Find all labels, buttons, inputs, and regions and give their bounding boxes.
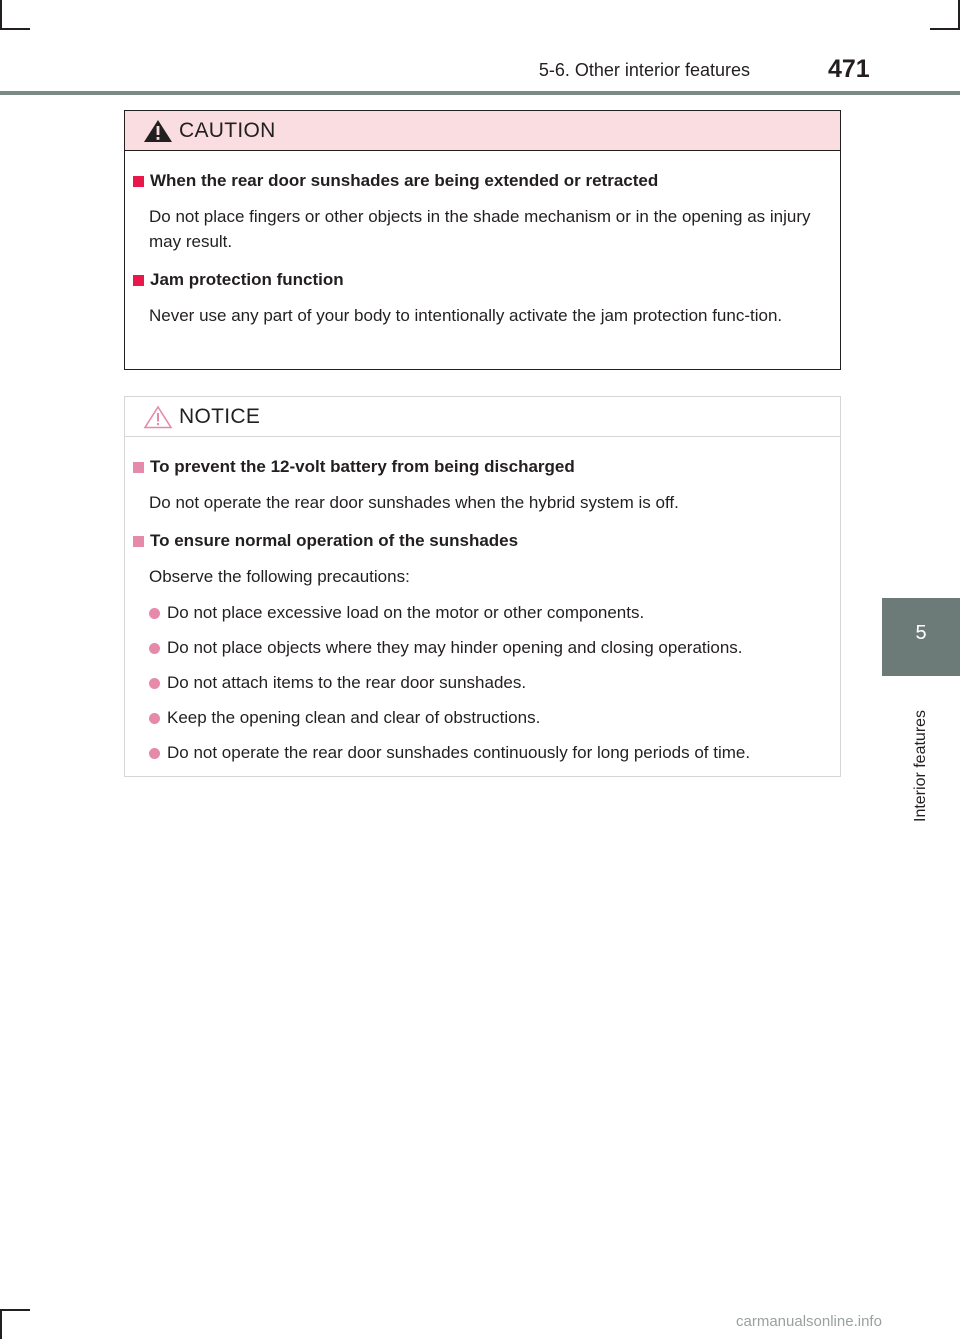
caution-item-text: Never use any part of your body to intentionally activate the jam protection func-tion. <box>149 306 783 325</box>
precaution-text: Do not place excessive load on the motor or other components. <box>167 603 645 622</box>
chapter-label: Interior features <box>912 709 929 822</box>
caution-item-heading <box>133 171 826 191</box>
notice-header <box>125 397 840 437</box>
crop-mark-top-right-h <box>930 28 960 30</box>
crop-mark-top-left-h <box>0 28 30 30</box>
circle-bullet-icon <box>149 608 160 619</box>
page-number: 471 <box>828 55 870 83</box>
caution-box <box>124 110 841 370</box>
crop-mark-bottom-left-v <box>0 1309 2 1339</box>
precaution-list-item <box>149 603 826 623</box>
caution-item-heading <box>133 270 826 290</box>
circle-bullet-icon <box>149 643 160 654</box>
caution-body <box>125 151 840 328</box>
precaution-list-item <box>149 673 826 693</box>
notice-item-heading <box>133 457 826 477</box>
caution-item-text: Do not place fingers or other objects in the shade mechanism or in the opening as injury may result. <box>149 207 811 251</box>
caution-item-heading-text: When the rear door sunshades are being extended or retracted <box>150 171 659 190</box>
warning-triangle-outline-icon <box>143 405 173 429</box>
warning-triangle-icon <box>143 119 173 143</box>
notice-item-heading-text: To prevent the 12-volt battery from being discharged <box>150 457 575 476</box>
circle-bullet-icon <box>149 713 160 724</box>
chapter-tab <box>882 598 960 676</box>
notice-item-text: Do not operate the rear door sunshades when the hybrid system is off. <box>149 493 679 512</box>
crop-mark-bottom-left-h <box>0 1309 30 1311</box>
notice-box <box>124 396 841 777</box>
caution-header <box>125 111 840 151</box>
precaution-list-item <box>149 638 826 658</box>
notice-item-heading <box>133 531 826 551</box>
notice-item-text: Observe the following precautions: <box>149 567 410 586</box>
precaution-text: Do not attach items to the rear door sunshades. <box>167 673 527 692</box>
circle-bullet-icon <box>149 748 160 759</box>
precaution-list-item <box>149 743 826 763</box>
square-bullet-icon <box>133 536 144 547</box>
notice-item-heading-text: To ensure normal operation of the sunshades <box>150 531 519 550</box>
circle-bullet-icon <box>149 678 160 689</box>
chapter-number: 5 <box>915 622 927 644</box>
square-bullet-icon <box>133 275 144 286</box>
precaution-list-item <box>149 708 826 728</box>
square-bullet-icon <box>133 462 144 473</box>
section-title: 5-6. Other interior features <box>538 60 750 80</box>
square-bullet-icon <box>133 176 144 187</box>
caution-item-heading-text: Jam protection function <box>150 270 344 289</box>
header-rule <box>0 91 960 95</box>
notice-body <box>125 437 840 763</box>
caution-title: CAUTION <box>179 118 276 142</box>
watermark: carmanualsonline.info <box>736 1313 882 1330</box>
notice-title: NOTICE <box>179 404 261 428</box>
precaution-text: Do not place objects where they may hinder opening and closing operations. <box>167 638 743 657</box>
precaution-text: Do not operate the rear door sunshades continuously for long periods of time. <box>167 743 751 762</box>
precaution-text: Keep the opening clean and clear of obstructions. <box>167 708 541 727</box>
crop-mark-top-left-v <box>0 0 2 30</box>
